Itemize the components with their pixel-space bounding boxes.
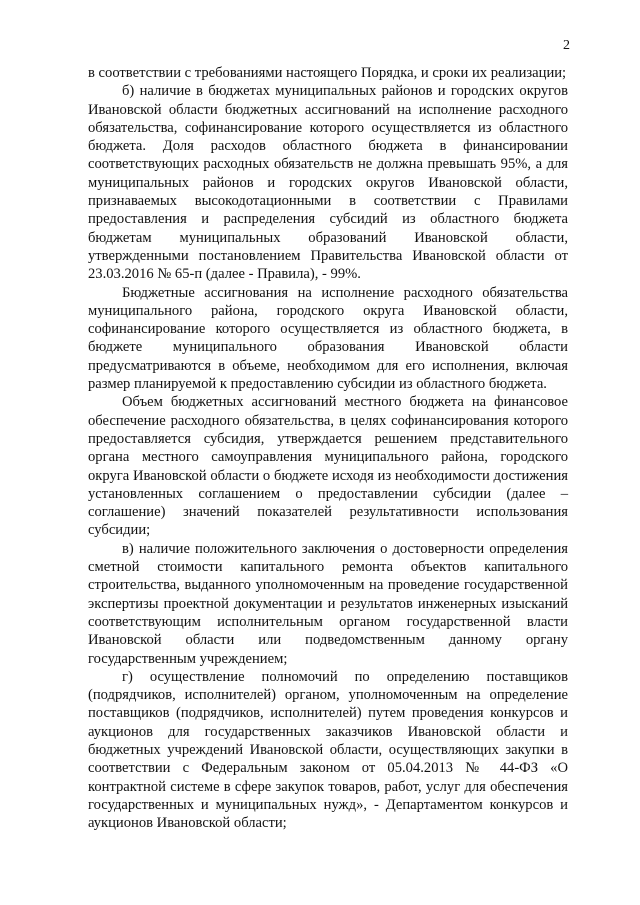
- paragraph-b: б) наличие в бюджетах муниципальных районов и городских округов Ивановской области бюджетных ассигнований на исполнение расходного обязательства, софинансирование которого осуществляется из областного бюджета. Доля расходов областного бюджета в финансировании соответствующих расходных обязательств не должна превышать 95%, а для муниципальных районов и городских округов Ивановской области, признаваемых высокодотационными в соответствии с Правилами предоставления и распределения субсидий из областного бюджета бюджетам муниципальных образований Ивановской области, утвержденными постановлением Правительства Ивановской области от 23.03.2016 № 65-п (далее - Правила), - 99%.: [88, 83, 568, 283]
- paragraph-budget-allocations: Бюджетные ассигнования на исполнение расходного обязательства муниципального района, городского округа Ивановской области, софинансирование которого осуществляется из областного бюджета, в бюджете муниципального образования Ивановской области предусматриваются в объеме, необходимом для его исполнения, включая размер планируемой к предоставлению субсидии из областного бюджета.: [88, 284, 568, 393]
- paragraph-continuation: в соответствии с требованиями настоящего Порядка, и сроки их реализации;: [88, 65, 567, 81]
- document-body: [88, 64, 568, 832]
- paragraph-local-budget-volume: Объем бюджетных ассигнований местного бюджета на финансовое обеспечение расходного обязательства, в целях софинансирования которого предоставляется субсидия, утверждается решением представительного органа местного самоуправления муниципального района, городского округа Ивановской области о бюджете исходя из необходимости достижения установленных соглашением о предоставлении субсидии (далее – соглашение) значений показателей результативности использования субсидии;: [88, 394, 568, 539]
- page-number: 2: [563, 38, 570, 53]
- paragraph-g: г) осуществление полномочий по определению поставщиков (подрядчиков, исполнителей) органом, уполномоченным на определение поставщиков (подрядчиков, исполнителей) путем проведения конкурсов и аукционов для государственных заказчиков Ивановской области и бюджетных учреждений Ивановской области, осуществляющих закупки в соответствии с Федеральным законом от 05.04.2013 № 44-ФЗ «О контрактной системе в сфере закупок товаров, работ, услуг для обеспечения государственных и муниципальных нужд», - Департаментом конкурсов и аукционов Ивановской области;: [88, 668, 568, 832]
- paragraph-v: в) наличие положительного заключения о достоверности определения сметной стоимости капитального ремонта объектов капитального строительства, выданного уполномоченным на проведение государственной экспертизы проектной документации и результатов инженерных изысканий соответствующим исполнительным органом государственной власти Ивановской области или подведомственным данному органу государственным учреждением;: [88, 540, 568, 667]
